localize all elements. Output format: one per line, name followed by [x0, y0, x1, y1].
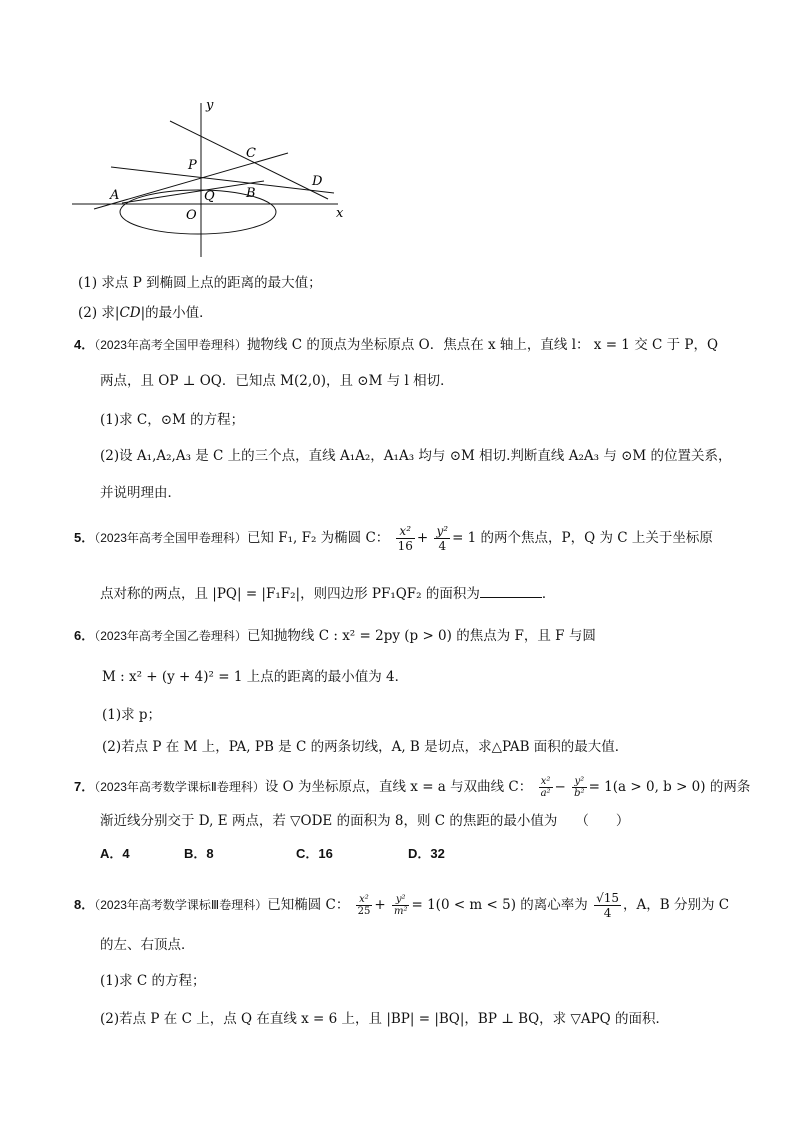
- q8-line2: 的左、右顶点．: [100, 937, 195, 953]
- label-B: B: [246, 186, 256, 201]
- q6-line1: 6．（2023年高考全国乙卷理科）已知抛物线 C : x² = 2py (p > 0) 的焦点为 F，且 F 与圆: [74, 628, 596, 644]
- q4-line5: 并说明理由．: [100, 485, 181, 501]
- q8-line1: 8．（2023年高考数学课标Ⅲ卷理科）已知椭圆 C： $\frac{\text{x²}}{25}$ + $\frac{\text{y²}}{\text{m²}}$ = 1(0 < m < 5) 的离心率为 $\frac{√15}{4}$ ，A，B 分别为 C: [74, 891, 730, 920]
- q7-option-d: D．32: [408, 846, 445, 861]
- label-y: y: [206, 98, 214, 113]
- q6-line4: (2)若点 P 在 M 上，PA, PB 是 C 的两条切线，A, B 是切点，求△PAB 面积的最大值．: [102, 739, 629, 755]
- q5-line2: 点对称的两点，且 |PQ| = |F₁F₂|，则四边形 PF₁QF₂ 的面积为 ．: [100, 586, 556, 602]
- q3-sub2: (2) 求|CD|的最小值．: [78, 305, 213, 321]
- q7-option-c: C．16: [296, 846, 333, 861]
- label-D: D: [312, 174, 323, 189]
- q4-line1: 4．（2023年高考全国甲卷理科）抛物线 C 的顶点为坐标原点 O．焦点在 x 轴上，直线 l： x = 1 交 C 于 P，Q: [74, 337, 719, 353]
- answer-blank[interactable]: [480, 585, 542, 598]
- label-C: C: [246, 146, 256, 161]
- label-Q: Q: [204, 189, 215, 204]
- q6-line3: (1)求 p；: [102, 707, 162, 723]
- q3-sub1: (1) 求点 P 到椭圆上点的距离的最大值；: [78, 275, 322, 291]
- label-A: A: [110, 188, 120, 203]
- q7-line2: 渐近线分别交于 D, E 两点，若 ▽ODE 的面积为 8，则 C 的焦距的最小值为 （ ）: [100, 813, 630, 829]
- q8-line3: (1)求 C 的方程；: [100, 973, 206, 989]
- q4-line2: 两点，且 OP ⊥ OQ．已知点 M(2,0)，且 ⊙M 与 l 相切．: [100, 373, 454, 389]
- q7-option-a: A．4: [100, 846, 130, 861]
- label-x: x: [336, 206, 344, 221]
- q4-line3: (1)求 C，⊙M 的方程；: [100, 412, 245, 428]
- label-P: P: [188, 158, 197, 173]
- q8-line4: (2)若点 P 在 C 上，点 Q 在直线 x = 6 上，且 |BP| = |BQ|，BP ⊥ BQ，求 ▽APQ 的面积．: [100, 1011, 670, 1027]
- q4-line4: (2)设 A₁,A₂,A₃ 是 C 上的三个点，直线 A₁A₂，A₁A₃ 均与 ⊙M 相切.判断直线 A₂A₃ 与 ⊙M 的位置关系，: [100, 448, 732, 464]
- q6-line2: M : x² + (y + 4)² = 1 上点的距离的最小值为 4．: [102, 669, 409, 685]
- q5-line1: 5．（2023年高考全国甲卷理科）已知 F₁, F₂ 为椭圆 C： $\frac{\text{x²}}{16}$ + $\frac{\text{y²}}{4}$ = 1 的两个焦点，P，Q 为 C 上关于坐标原: [74, 524, 713, 553]
- label-O: O: [186, 208, 197, 223]
- q7-option-b: B．8: [184, 846, 214, 861]
- ellipse-figure: [66, 95, 356, 265]
- q7-line1: 7．（2023年高考数学课标Ⅱ卷理科）设 O 为坐标原点，直线 x = a 与双曲线 C： $\frac{\text{x²}}{\text{a²}}$ − $\frac{\text{y²}}{\text{b²}}$ = 1(a > 0, b > 0) 的两条: [74, 776, 751, 799]
